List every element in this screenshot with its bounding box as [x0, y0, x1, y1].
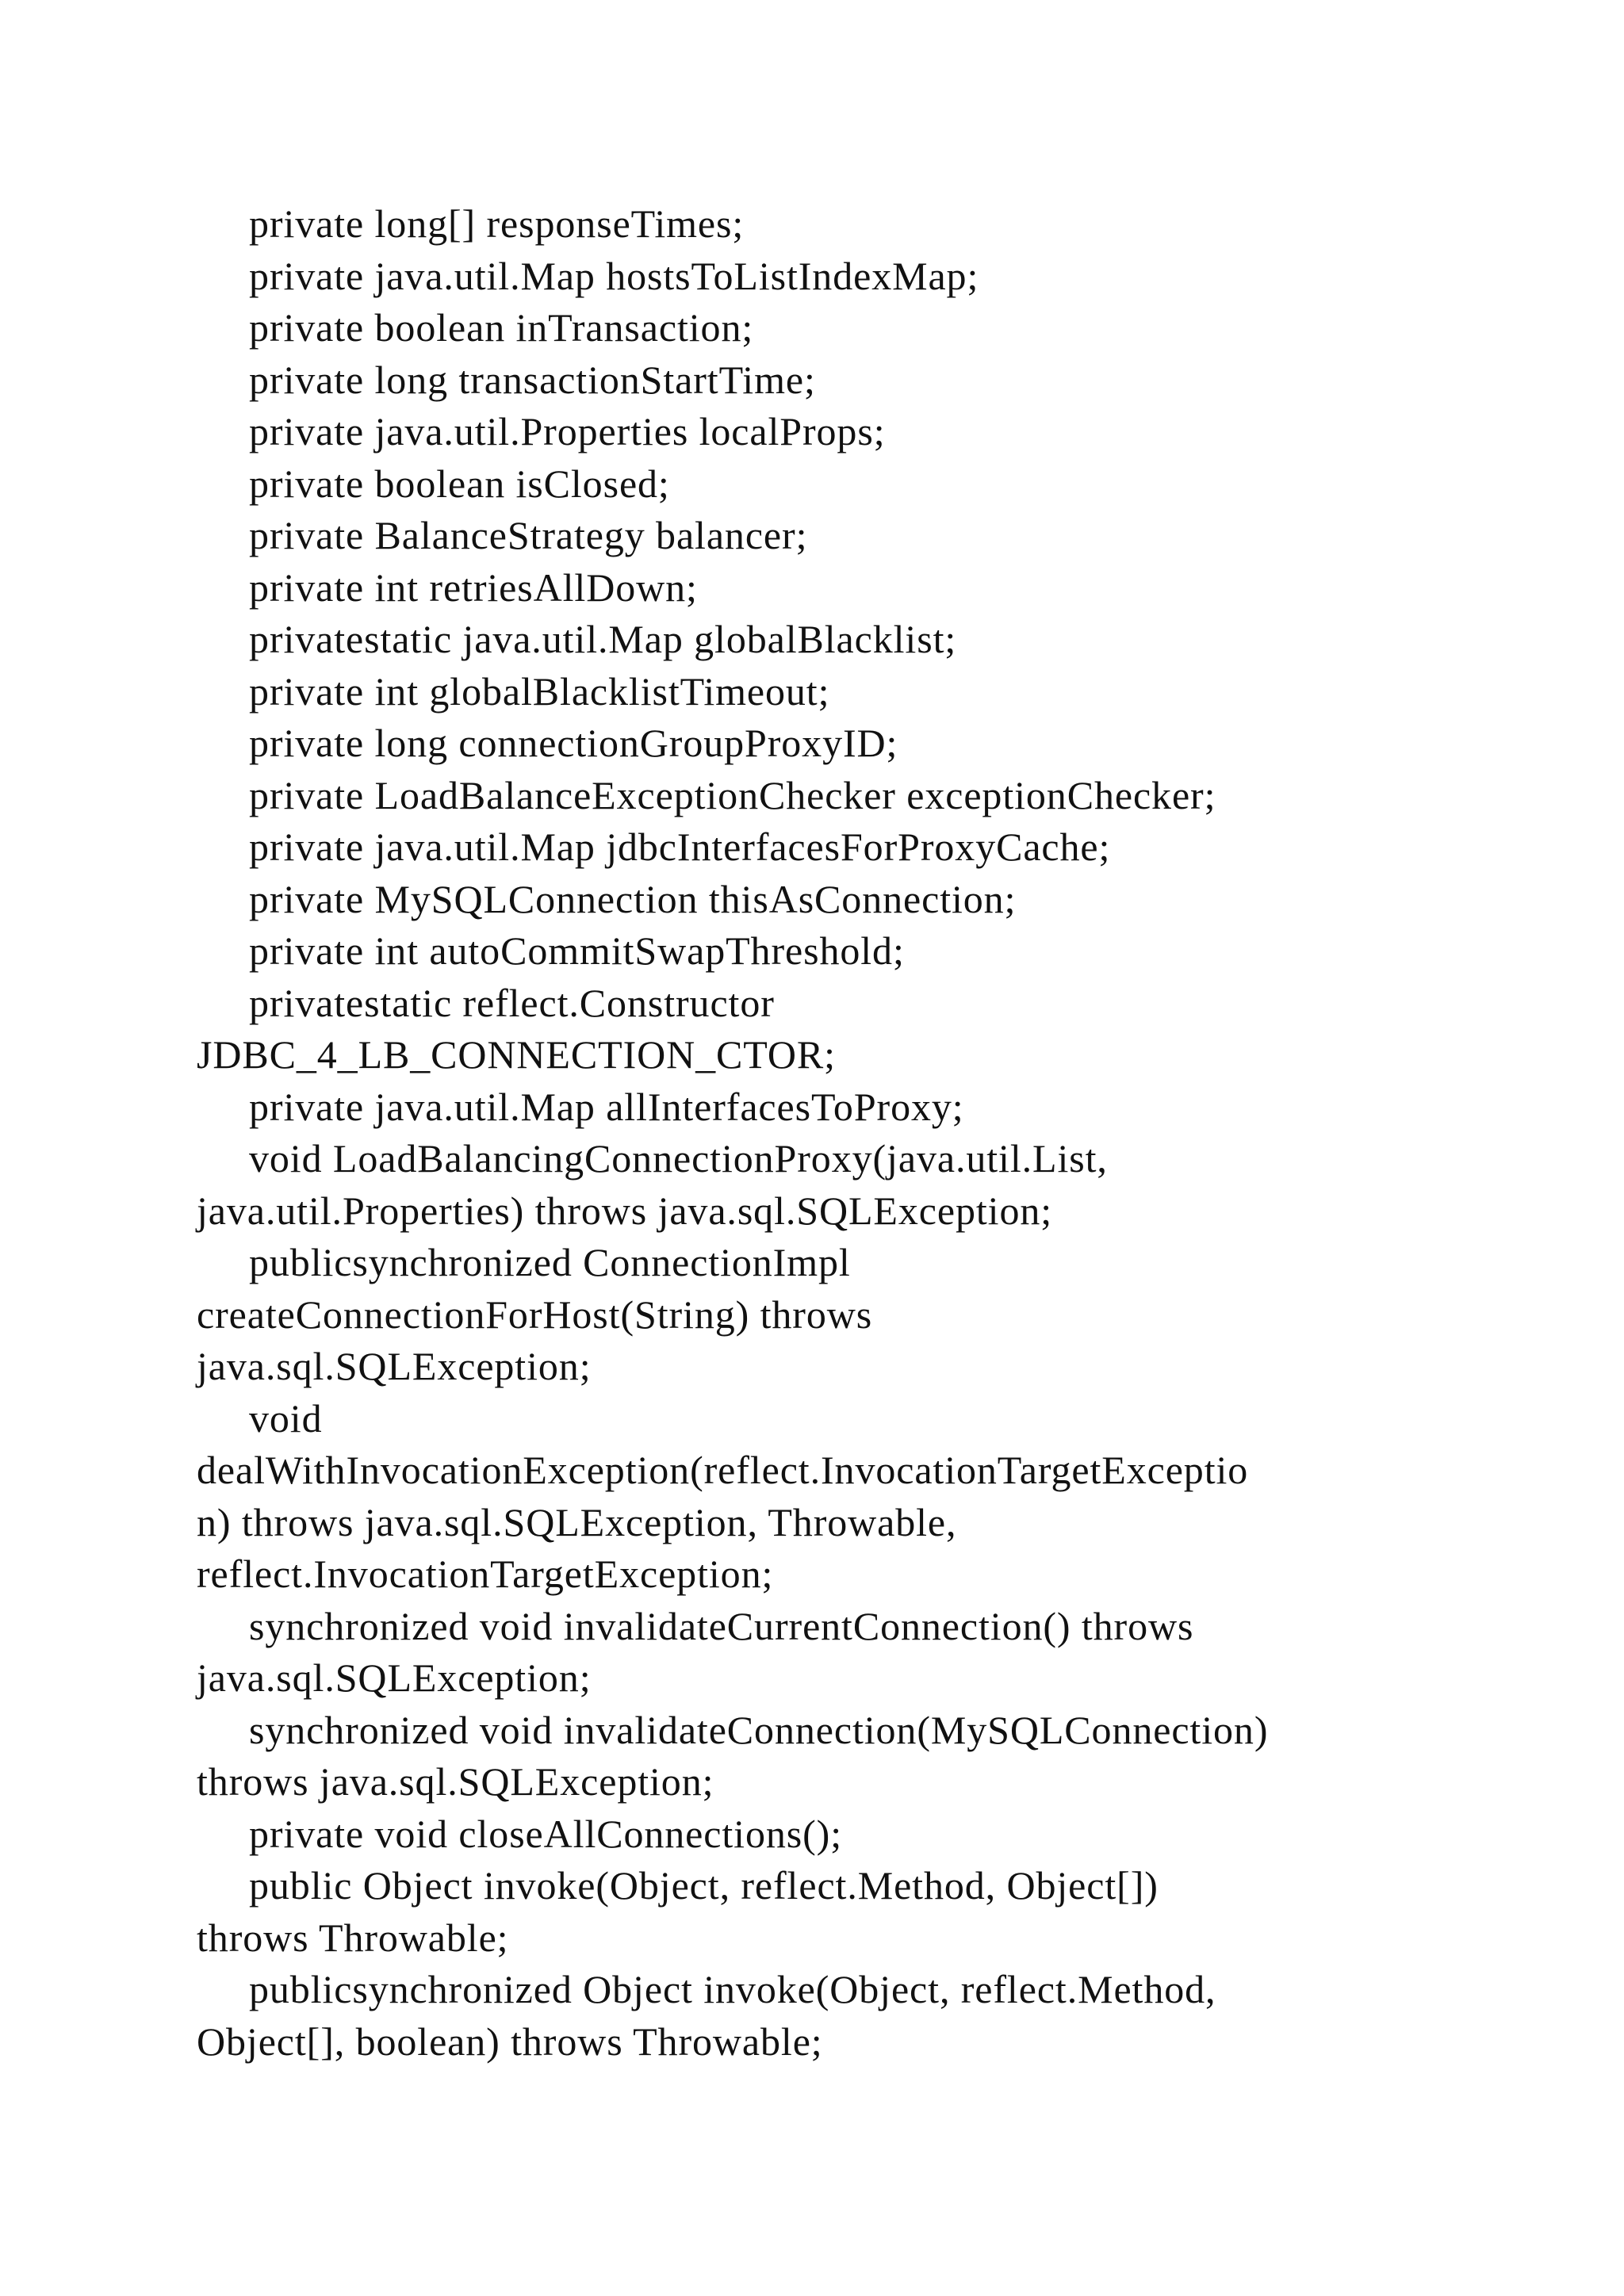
code-line: private int globalBlacklistTimeout; — [249, 668, 830, 714]
code-line: public Object invoke(Object, reflect.Method, Object[]) — [249, 1863, 1159, 1908]
code-line: synchronized void invalidateCurrentConnection() throws — [249, 1603, 1194, 1648]
code-line: private java.util.Map jdbcInterfacesForProxyCache; — [249, 825, 1111, 869]
code-line: privatestatic java.util.Map globalBlacklist; — [249, 617, 957, 661]
code-line: throws java.sql.SQLException; — [197, 1759, 714, 1804]
code-line: Object[], boolean) throws Throwable; — [197, 2019, 823, 2064]
code-line: private boolean inTransaction; — [249, 305, 754, 350]
code-line: java.sql.SQLException; — [197, 1655, 592, 1700]
code-line: publicsynchronized Object invoke(Object, reflect.Method, — [249, 1967, 1216, 2011]
code-line: void LoadBalancingConnectionProxy(java.util.List, — [249, 1136, 1108, 1181]
code-line: dealWithInvocationException(reflect.InvocationTargetExceptio — [197, 1448, 1249, 1492]
code-line: private java.util.Map hostsToListIndexMap; — [249, 253, 979, 298]
code-line: private int autoCommitSwapThreshold; — [249, 928, 905, 973]
code-line: private void closeAllConnections(); — [249, 1811, 843, 1856]
code-line: private MySQLConnection thisAsConnection; — [249, 876, 1017, 921]
code-line: private long[] responseTimes; — [249, 201, 745, 246]
code-line: reflect.InvocationTargetException; — [197, 1552, 774, 1596]
code-line: void — [249, 1395, 323, 1441]
code-line: private LoadBalanceExceptionChecker exceptionChecker; — [249, 772, 1216, 817]
code-line: private java.util.Properties localProps; — [249, 409, 886, 453]
code-line: java.util.Properties) throws java.sql.SQLException; — [197, 1188, 1053, 1233]
code-line: java.sql.SQLException; — [197, 1344, 592, 1388]
code-line: publicsynchronized ConnectionImpl — [249, 1240, 851, 1284]
code-line: private java.util.Map allInterfacesToProxy; — [249, 1084, 964, 1129]
code-line: private BalanceStrategy balancer; — [249, 513, 808, 557]
code-line: throws Throwable; — [197, 1915, 509, 1960]
code-line: privatestatic reflect.Constructor — [249, 980, 775, 1025]
code-line: JDBC_4_LB_CONNECTION_CTOR; — [197, 1032, 836, 1077]
code-listing — [197, 198, 1434, 2068]
code-line: createConnectionForHost(String) throws — [197, 1292, 873, 1337]
code-line: private int retriesAllDown; — [249, 564, 698, 610]
code-line: synchronized void invalidateConnection(MySQLConnection) — [249, 1707, 1269, 1752]
code-line: private boolean isClosed; — [249, 461, 670, 506]
code-line: private long transactionStartTime; — [249, 357, 816, 402]
code-line: n) throws java.sql.SQLException, Throwable, — [197, 1499, 957, 1544]
code-line: private long connectionGroupProxyID; — [249, 721, 898, 765]
